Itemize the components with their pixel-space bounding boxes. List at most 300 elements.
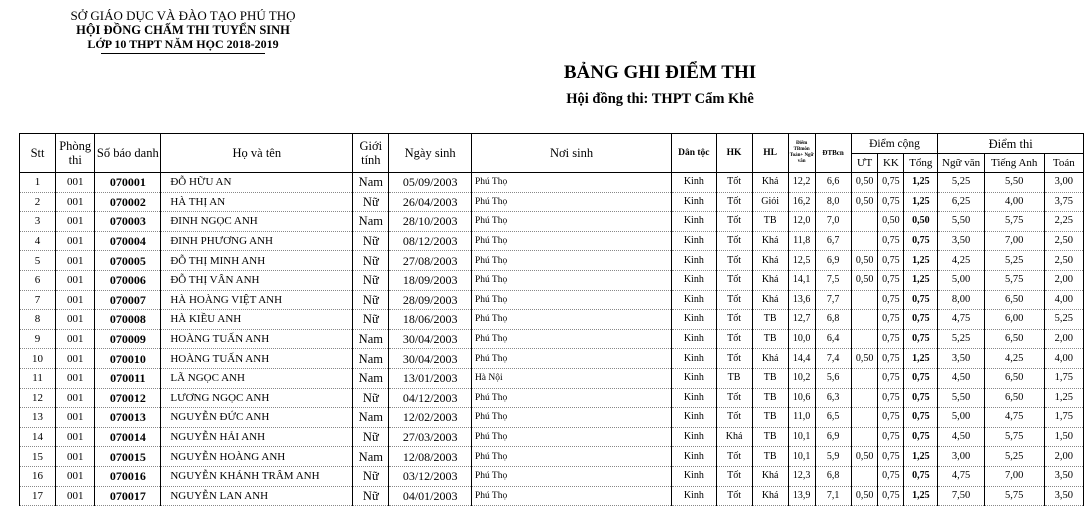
school-year: LỚP 10 THPT NĂM HỌC 2018-2019 bbox=[87, 37, 279, 51]
cell-dtbcn: 6,8 bbox=[815, 466, 851, 486]
cell-kk: 0,75 bbox=[878, 251, 904, 271]
cell-tbmon: 14,4 bbox=[788, 349, 815, 369]
cell-hl: TB bbox=[752, 329, 788, 349]
cell-stt: 10 bbox=[20, 349, 56, 369]
cell-hk: Tốt bbox=[716, 447, 752, 467]
cell-tbmon: 12,3 bbox=[788, 466, 815, 486]
table-row bbox=[20, 368, 1084, 388]
cell-dob: 08/12/2003 bbox=[389, 231, 472, 251]
cell-hl: TB bbox=[752, 310, 788, 330]
cell-anh: 5,75 bbox=[984, 212, 1044, 232]
cell-dtbcn: 6,8 bbox=[815, 310, 851, 330]
cell-tong: 0,75 bbox=[904, 329, 938, 349]
cell-sex: Nữ bbox=[353, 427, 389, 447]
col-pob: Nơi sinh bbox=[471, 134, 671, 173]
col-name: Họ và tên bbox=[161, 134, 353, 173]
cell-anh: 6,50 bbox=[984, 329, 1044, 349]
cell-pob: Phú Thọ bbox=[471, 349, 671, 369]
cell-pob: Phú Thọ bbox=[471, 192, 671, 212]
cell-stt: 11 bbox=[20, 368, 56, 388]
cell-van: 5,50 bbox=[938, 212, 984, 232]
cell-name: ĐINH PHƯƠNG ANH bbox=[161, 231, 353, 251]
cell-anh: 5,50 bbox=[984, 173, 1044, 193]
cell-hl: Khá bbox=[752, 290, 788, 310]
cell-tbmon: 13,9 bbox=[788, 486, 815, 506]
cell-kk: 0,75 bbox=[878, 173, 904, 193]
cell-dob: 27/03/2003 bbox=[389, 427, 472, 447]
col-tong: Tổng bbox=[904, 154, 938, 173]
cell-name: ĐỖ THỊ MINH ANH bbox=[161, 251, 353, 271]
cell-tong: 1,25 bbox=[904, 251, 938, 271]
cell-van: 3,50 bbox=[938, 231, 984, 251]
cell-hl: Khá bbox=[752, 231, 788, 251]
cell-van: 5,25 bbox=[938, 329, 984, 349]
table-row bbox=[20, 427, 1084, 447]
cell-tbmon: 10,1 bbox=[788, 447, 815, 467]
cell-hl: TB bbox=[752, 388, 788, 408]
cell-ethnic: Kinh bbox=[672, 212, 716, 232]
col-ut: ƯT bbox=[851, 154, 878, 173]
cell-hk: Tốt bbox=[716, 192, 752, 212]
cell-sbd: 070007 bbox=[95, 290, 161, 310]
table-row bbox=[20, 212, 1084, 232]
cell-dob: 18/06/2003 bbox=[389, 310, 472, 330]
col-dtbcn: ĐTBcn bbox=[815, 134, 851, 173]
cell-hk: Tốt bbox=[716, 173, 752, 193]
table-row bbox=[20, 466, 1084, 486]
cell-room: 001 bbox=[56, 486, 95, 506]
cell-room: 001 bbox=[56, 173, 95, 193]
cell-sbd: 070008 bbox=[95, 310, 161, 330]
cell-hk: Khá bbox=[716, 427, 752, 447]
cell-ethnic: Kinh bbox=[672, 310, 716, 330]
cell-name: ĐỖ HỮU AN bbox=[161, 173, 353, 193]
cell-van: 5,00 bbox=[938, 408, 984, 428]
cell-tbmon: 12,5 bbox=[788, 251, 815, 271]
cell-toan: 4,00 bbox=[1044, 349, 1083, 369]
cell-dtbcn: 6,7 bbox=[815, 231, 851, 251]
cell-pob: Phú Thọ bbox=[471, 270, 671, 290]
cell-name: NGUYỄN HOÀNG ANH bbox=[161, 447, 353, 467]
cell-ut: 0,50 bbox=[851, 270, 878, 290]
cell-tbmon: 13,6 bbox=[788, 290, 815, 310]
col-ethnic: Dân tộc bbox=[672, 134, 716, 173]
cell-toan: 3,75 bbox=[1044, 192, 1083, 212]
cell-tong: 0,75 bbox=[904, 310, 938, 330]
cell-hk: TB bbox=[716, 368, 752, 388]
cell-sex: Nữ bbox=[353, 251, 389, 271]
col-room: Phòng thi bbox=[56, 134, 95, 173]
col-van: Ngữ văn bbox=[938, 154, 984, 173]
cell-ut bbox=[851, 310, 878, 330]
cell-name: NGUYỄN ĐỨC ANH bbox=[161, 408, 353, 428]
cell-van: 4,25 bbox=[938, 251, 984, 271]
cell-ut bbox=[851, 388, 878, 408]
cell-pob: Hà Nội bbox=[471, 368, 671, 388]
cell-van: 3,50 bbox=[938, 349, 984, 369]
cell-ethnic: Kinh bbox=[672, 466, 716, 486]
cell-stt: 17 bbox=[20, 486, 56, 506]
cell-tbmon: 11,8 bbox=[788, 231, 815, 251]
cell-anh: 6,50 bbox=[984, 368, 1044, 388]
cell-sbd: 070016 bbox=[95, 466, 161, 486]
cell-ethnic: Kinh bbox=[672, 251, 716, 271]
cell-dtbcn: 7,0 bbox=[815, 212, 851, 232]
cell-hl: Khá bbox=[752, 486, 788, 506]
cell-sex: Nam bbox=[353, 329, 389, 349]
table-row bbox=[20, 270, 1084, 290]
cell-dob: 27/08/2003 bbox=[389, 251, 472, 271]
cell-tbmon: 12,0 bbox=[788, 212, 815, 232]
cell-ethnic: Kinh bbox=[672, 368, 716, 388]
table-row bbox=[20, 408, 1084, 428]
cell-sbd: 070015 bbox=[95, 447, 161, 467]
cell-anh: 7,00 bbox=[984, 466, 1044, 486]
cell-dob: 13/01/2003 bbox=[389, 368, 472, 388]
cell-hk: Tốt bbox=[716, 251, 752, 271]
cell-sbd: 070013 bbox=[95, 408, 161, 428]
cell-hl: Khá bbox=[752, 270, 788, 290]
col-dob: Ngày sinh bbox=[389, 134, 472, 173]
cell-sex: Nữ bbox=[353, 388, 389, 408]
cell-kk: 0,75 bbox=[878, 329, 904, 349]
cell-ethnic: Kinh bbox=[672, 486, 716, 506]
cell-ut bbox=[851, 290, 878, 310]
cell-hl: Khá bbox=[752, 466, 788, 486]
cell-van: 5,25 bbox=[938, 173, 984, 193]
cell-tbmon: 16,2 bbox=[788, 192, 815, 212]
cell-ut bbox=[851, 427, 878, 447]
header-underline bbox=[101, 53, 265, 54]
cell-pob: Phú Thọ bbox=[471, 212, 671, 232]
cell-anh: 5,25 bbox=[984, 447, 1044, 467]
cell-hl: TB bbox=[752, 408, 788, 428]
cell-kk: 0,75 bbox=[878, 310, 904, 330]
cell-pob: Phú Thọ bbox=[471, 486, 671, 506]
cell-toan: 2,50 bbox=[1044, 231, 1083, 251]
cell-sex: Nam bbox=[353, 368, 389, 388]
cell-kk: 0,75 bbox=[878, 447, 904, 467]
cell-name: ĐINH NGỌC ANH bbox=[161, 212, 353, 232]
cell-dtbcn: 8,0 bbox=[815, 192, 851, 212]
cell-stt: 13 bbox=[20, 408, 56, 428]
page-subtitle: Hội đồng thi: THPT Cẩm Khê bbox=[566, 91, 754, 107]
cell-dtbcn: 6,9 bbox=[815, 251, 851, 271]
cell-dtbcn: 7,7 bbox=[815, 290, 851, 310]
cell-tbmon: 10,2 bbox=[788, 368, 815, 388]
cell-dtbcn: 7,4 bbox=[815, 349, 851, 369]
cell-kk: 0,75 bbox=[878, 290, 904, 310]
col-exam: Điểm thi bbox=[938, 134, 1084, 154]
cell-kk: 0,75 bbox=[878, 388, 904, 408]
cell-name: HÀ HOÀNG VIỆT ANH bbox=[161, 290, 353, 310]
cell-stt: 3 bbox=[20, 212, 56, 232]
cell-stt: 7 bbox=[20, 290, 56, 310]
cell-pob: Phú Thọ bbox=[471, 408, 671, 428]
cell-dtbcn: 6,5 bbox=[815, 408, 851, 428]
cell-ethnic: Kinh bbox=[672, 349, 716, 369]
cell-room: 001 bbox=[56, 447, 95, 467]
table-row bbox=[20, 329, 1084, 349]
cell-tong: 0,75 bbox=[904, 388, 938, 408]
cell-van: 3,00 bbox=[938, 447, 984, 467]
cell-sex: Nữ bbox=[353, 466, 389, 486]
cell-ethnic: Kinh bbox=[672, 408, 716, 428]
cell-tong: 0,75 bbox=[904, 368, 938, 388]
cell-sex: Nam bbox=[353, 212, 389, 232]
cell-van: 5,50 bbox=[938, 388, 984, 408]
cell-anh: 5,75 bbox=[984, 427, 1044, 447]
cell-sbd: 070002 bbox=[95, 192, 161, 212]
cell-van: 4,50 bbox=[938, 427, 984, 447]
cell-van: 4,75 bbox=[938, 310, 984, 330]
cell-kk: 0,75 bbox=[878, 486, 904, 506]
cell-hl: TB bbox=[752, 447, 788, 467]
cell-stt: 15 bbox=[20, 447, 56, 467]
cell-tbmon: 12,2 bbox=[788, 173, 815, 193]
cell-ut: 0,50 bbox=[851, 192, 878, 212]
cell-toan: 4,00 bbox=[1044, 290, 1083, 310]
cell-hk: Tốt bbox=[716, 290, 752, 310]
cell-tong: 0,75 bbox=[904, 290, 938, 310]
table-row bbox=[20, 231, 1084, 251]
document-header bbox=[60, 8, 306, 54]
col-tbmon: Điểm TBmôn Toán+ Ngữ văn bbox=[788, 134, 815, 173]
col-anh: Tiếng Anh bbox=[984, 154, 1044, 173]
cell-dob: 18/09/2003 bbox=[389, 270, 472, 290]
cell-kk: 0,75 bbox=[878, 231, 904, 251]
col-toan: Toán bbox=[1044, 154, 1083, 173]
cell-toan: 2,50 bbox=[1044, 251, 1083, 271]
cell-sex: Nam bbox=[353, 349, 389, 369]
cell-toan: 5,25 bbox=[1044, 310, 1083, 330]
cell-name: NGUYỄN LAN ANH bbox=[161, 486, 353, 506]
cell-ut: 0,50 bbox=[851, 349, 878, 369]
cell-pob: Phú Thọ bbox=[471, 173, 671, 193]
cell-dob: 12/08/2003 bbox=[389, 447, 472, 467]
table-row bbox=[20, 447, 1084, 467]
cell-dtbcn: 7,1 bbox=[815, 486, 851, 506]
cell-ut bbox=[851, 231, 878, 251]
cell-name: NGUYỄN KHÁNH TRÂM ANH bbox=[161, 466, 353, 486]
cell-sex: Nam bbox=[353, 173, 389, 193]
cell-tong: 1,25 bbox=[904, 192, 938, 212]
cell-kk: 0,75 bbox=[878, 349, 904, 369]
col-kk: KK bbox=[878, 154, 904, 173]
cell-anh: 6,00 bbox=[984, 310, 1044, 330]
cell-van: 4,50 bbox=[938, 368, 984, 388]
cell-pob: Phú Thọ bbox=[471, 427, 671, 447]
cell-sbd: 070009 bbox=[95, 329, 161, 349]
cell-kk: 0,50 bbox=[878, 212, 904, 232]
cell-pob: Phú Thọ bbox=[471, 466, 671, 486]
cell-anh: 4,00 bbox=[984, 192, 1044, 212]
cell-ethnic: Kinh bbox=[672, 270, 716, 290]
cell-stt: 14 bbox=[20, 427, 56, 447]
cell-name: LƯƠNG NGỌC ANH bbox=[161, 388, 353, 408]
cell-sex: Nam bbox=[353, 447, 389, 467]
cell-hk: Tốt bbox=[716, 466, 752, 486]
cell-sbd: 070017 bbox=[95, 486, 161, 506]
cell-ethnic: Kinh bbox=[672, 388, 716, 408]
cell-van: 7,50 bbox=[938, 486, 984, 506]
cell-stt: 1 bbox=[20, 173, 56, 193]
cell-dob: 03/12/2003 bbox=[389, 466, 472, 486]
cell-anh: 5,75 bbox=[984, 486, 1044, 506]
cell-toan: 2,25 bbox=[1044, 212, 1083, 232]
cell-room: 001 bbox=[56, 427, 95, 447]
cell-anh: 6,50 bbox=[984, 290, 1044, 310]
cell-dob: 12/02/2003 bbox=[389, 408, 472, 428]
cell-toan: 3,50 bbox=[1044, 486, 1083, 506]
cell-tbmon: 12,7 bbox=[788, 310, 815, 330]
cell-hk: Tốt bbox=[716, 486, 752, 506]
cell-name: HOÀNG TUẤN ANH bbox=[161, 349, 353, 369]
cell-ut bbox=[851, 368, 878, 388]
cell-ut: 0,50 bbox=[851, 251, 878, 271]
cell-pob: Phú Thọ bbox=[471, 329, 671, 349]
cell-pob: Phú Thọ bbox=[471, 231, 671, 251]
cell-stt: 12 bbox=[20, 388, 56, 408]
cell-sex: Nữ bbox=[353, 290, 389, 310]
cell-dtbcn: 6,6 bbox=[815, 173, 851, 193]
cell-tong: 1,25 bbox=[904, 173, 938, 193]
cell-hk: Tốt bbox=[716, 231, 752, 251]
cell-stt: 6 bbox=[20, 270, 56, 290]
cell-room: 001 bbox=[56, 212, 95, 232]
cell-tong: 0,75 bbox=[904, 231, 938, 251]
cell-name: ĐỖ THỊ VÂN ANH bbox=[161, 270, 353, 290]
cell-room: 001 bbox=[56, 192, 95, 212]
cell-toan: 2,00 bbox=[1044, 447, 1083, 467]
cell-tong: 0,50 bbox=[904, 212, 938, 232]
cell-name: LÃ NGỌC ANH bbox=[161, 368, 353, 388]
cell-toan: 2,00 bbox=[1044, 329, 1083, 349]
cell-van: 6,25 bbox=[938, 192, 984, 212]
cell-van: 4,75 bbox=[938, 466, 984, 486]
cell-dob: 05/09/2003 bbox=[389, 173, 472, 193]
cell-ut: 0,50 bbox=[851, 447, 878, 467]
cell-dtbcn: 6,4 bbox=[815, 329, 851, 349]
cell-dob: 04/12/2003 bbox=[389, 388, 472, 408]
cell-toan: 3,00 bbox=[1044, 173, 1083, 193]
cell-tong: 0,75 bbox=[904, 427, 938, 447]
cell-tong: 1,25 bbox=[904, 486, 938, 506]
cell-hl: TB bbox=[752, 368, 788, 388]
council-name: HỘI ĐỒNG CHẤM THI TUYỂN SINH bbox=[76, 23, 290, 37]
score-rows bbox=[20, 173, 1084, 506]
page-title: BẢNG GHI ĐIỂM THI bbox=[563, 62, 757, 83]
cell-ethnic: Kinh bbox=[672, 427, 716, 447]
table-row bbox=[20, 310, 1084, 330]
cell-name: HOÀNG TUẤN ANH bbox=[161, 329, 353, 349]
cell-room: 001 bbox=[56, 310, 95, 330]
cell-ut: 0,50 bbox=[851, 173, 878, 193]
cell-stt: 5 bbox=[20, 251, 56, 271]
department-name: SỞ GIÁO DỤC VÀ ĐÀO TẠO PHÚ THỌ bbox=[70, 8, 296, 23]
cell-sbd: 070012 bbox=[95, 388, 161, 408]
cell-hk: Tốt bbox=[716, 408, 752, 428]
cell-hk: Tốt bbox=[716, 270, 752, 290]
cell-sex: Nữ bbox=[353, 486, 389, 506]
cell-hl: Khá bbox=[752, 349, 788, 369]
cell-room: 001 bbox=[56, 231, 95, 251]
cell-hk: Tốt bbox=[716, 329, 752, 349]
cell-room: 001 bbox=[56, 251, 95, 271]
col-stt: Stt bbox=[20, 134, 56, 173]
cell-sex: Nữ bbox=[353, 310, 389, 330]
cell-pob: Phú Thọ bbox=[471, 447, 671, 467]
cell-sbd: 070014 bbox=[95, 427, 161, 447]
cell-tbmon: 14,1 bbox=[788, 270, 815, 290]
cell-van: 8,00 bbox=[938, 290, 984, 310]
cell-tbmon: 10,6 bbox=[788, 388, 815, 408]
table-row bbox=[20, 192, 1084, 212]
cell-pob: Phú Thọ bbox=[471, 388, 671, 408]
cell-hk: Tốt bbox=[716, 388, 752, 408]
cell-dtbcn: 7,5 bbox=[815, 270, 851, 290]
cell-tong: 1,25 bbox=[904, 447, 938, 467]
table-row bbox=[20, 251, 1084, 271]
cell-hl: TB bbox=[752, 427, 788, 447]
cell-toan: 3,50 bbox=[1044, 466, 1083, 486]
cell-ethnic: Kinh bbox=[672, 231, 716, 251]
cell-dtbcn: 6,9 bbox=[815, 427, 851, 447]
cell-tong: 0,75 bbox=[904, 408, 938, 428]
cell-toan: 2,00 bbox=[1044, 270, 1083, 290]
cell-kk: 0,75 bbox=[878, 270, 904, 290]
cell-hk: Tốt bbox=[716, 349, 752, 369]
cell-kk: 0,75 bbox=[878, 192, 904, 212]
cell-room: 001 bbox=[56, 270, 95, 290]
cell-hl: Khá bbox=[752, 251, 788, 271]
cell-sbd: 070011 bbox=[95, 368, 161, 388]
col-sex: Giới tính bbox=[353, 134, 389, 173]
cell-pob: Phú Thọ bbox=[471, 310, 671, 330]
cell-ut bbox=[851, 329, 878, 349]
cell-sbd: 070005 bbox=[95, 251, 161, 271]
cell-ut bbox=[851, 212, 878, 232]
cell-room: 001 bbox=[56, 388, 95, 408]
cell-ut bbox=[851, 408, 878, 428]
table-row bbox=[20, 290, 1084, 310]
cell-kk: 0,75 bbox=[878, 466, 904, 486]
cell-room: 001 bbox=[56, 349, 95, 369]
cell-tbmon: 10,1 bbox=[788, 427, 815, 447]
col-hk: HK bbox=[716, 134, 752, 173]
cell-kk: 0,75 bbox=[878, 427, 904, 447]
cell-name: HÀ KIỀU ANH bbox=[161, 310, 353, 330]
cell-hl: Khá bbox=[752, 173, 788, 193]
cell-ethnic: Kinh bbox=[672, 329, 716, 349]
cell-anh: 5,25 bbox=[984, 251, 1044, 271]
cell-stt: 9 bbox=[20, 329, 56, 349]
cell-sex: Nam bbox=[353, 408, 389, 428]
cell-stt: 16 bbox=[20, 466, 56, 486]
cell-room: 001 bbox=[56, 329, 95, 349]
cell-hl: Giỏi bbox=[752, 192, 788, 212]
col-hl: HL bbox=[752, 134, 788, 173]
cell-anh: 4,75 bbox=[984, 408, 1044, 428]
cell-room: 001 bbox=[56, 290, 95, 310]
cell-anh: 7,00 bbox=[984, 231, 1044, 251]
cell-ethnic: Kinh bbox=[672, 173, 716, 193]
cell-stt: 2 bbox=[20, 192, 56, 212]
cell-hk: Tốt bbox=[716, 212, 752, 232]
cell-dob: 28/09/2003 bbox=[389, 290, 472, 310]
cell-pob: Phú Thọ bbox=[471, 251, 671, 271]
col-sbd: Số báo danh bbox=[95, 134, 161, 173]
